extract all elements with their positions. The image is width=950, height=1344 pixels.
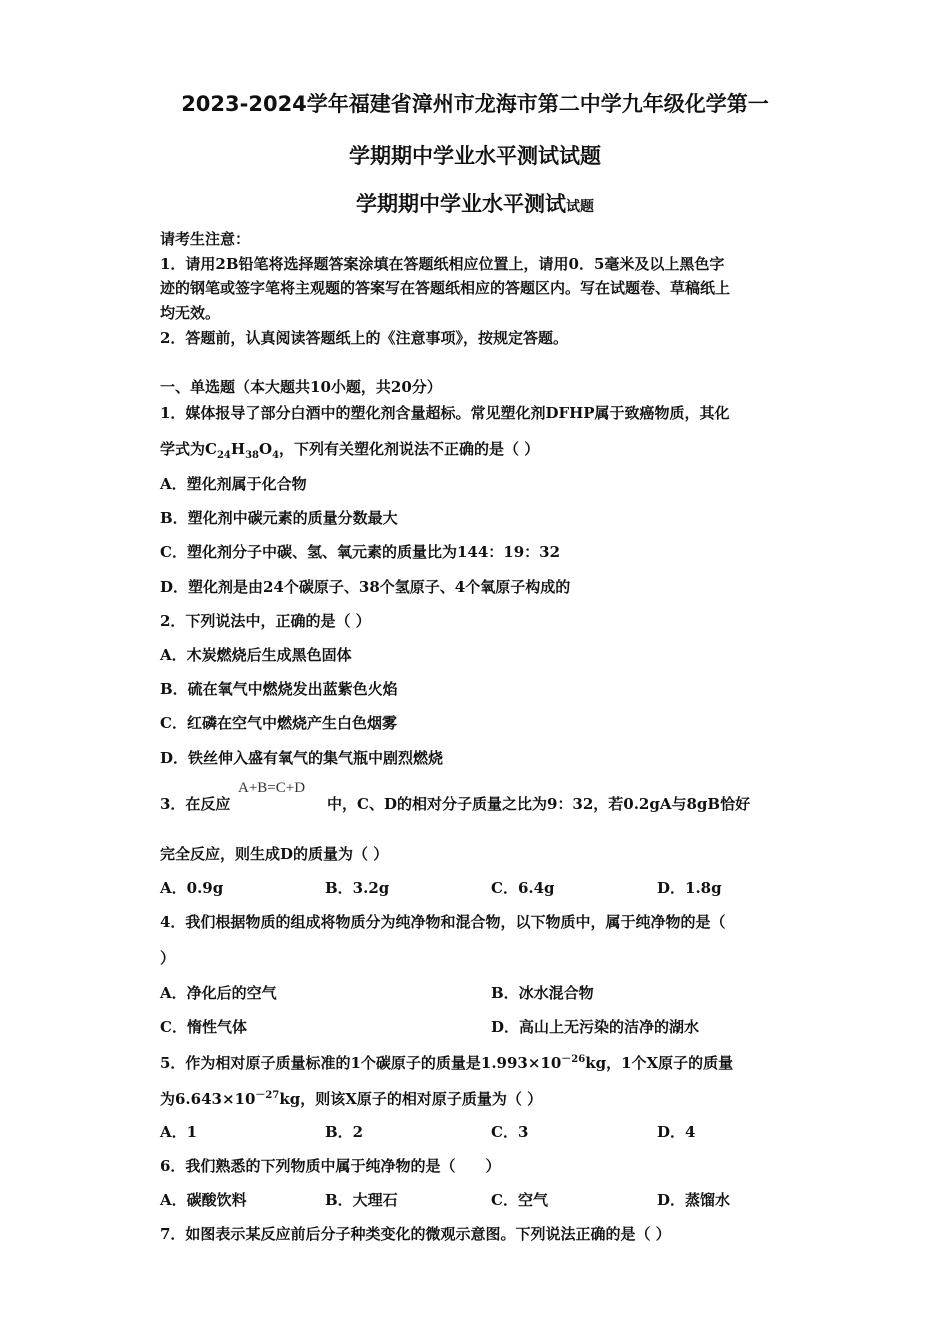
q1-h: H xyxy=(230,440,246,458)
q3-option-d: D．1.8g xyxy=(657,879,722,897)
q1-stem-b-pre: 学式为C xyxy=(160,440,217,458)
q2-option-a: A．木炭燃烧后生成黑色固体 xyxy=(160,646,352,664)
q5-stem-a xyxy=(160,1050,733,1073)
q5-option-a: A．1 xyxy=(160,1123,198,1141)
q3-stem-post: 中，C、D的相对分子质量之比为9：32，若0.2gA与8gB恰好 xyxy=(327,795,751,813)
q1-option-b: B．塑化剂中碳元素的质量分数最大 xyxy=(160,509,398,527)
q1-sub-h: 38 xyxy=(245,450,259,461)
q1-stem-a: 1．媒体报导了部分白酒中的塑化剂含量超标。常见塑化剂DFHP属于致癌物质，其化 xyxy=(160,404,730,422)
q6-stem: 6．我们熟悉的下列物质中属于纯净物的是（ ） xyxy=(160,1157,501,1175)
q6-option-a: A．碳酸饮料 xyxy=(160,1191,247,1209)
q1-option-a: A．塑化剂属于化合物 xyxy=(160,475,307,493)
q3-reaction-formula: A+B=C+D xyxy=(238,780,306,796)
q5-stem-a-post: kg，1个X原子的质量 xyxy=(585,1054,734,1072)
notice-item2: 2．答题前，认真阅读答题纸上的《注意事项》，按规定答题。 xyxy=(160,329,568,347)
q5-stem-b-pre: 为6.643×10 xyxy=(160,1090,256,1108)
q5-stem-b-post: kg，则该X原子的相对原子质量为（ ） xyxy=(279,1090,543,1108)
notice-item1-b: 迹的钢笔或签字笔将主观题的答案写在答题纸相应的答题区内。写在试题卷、草稿纸上 xyxy=(160,279,731,297)
q4-stem-b: ） xyxy=(160,949,176,967)
page-title-line1: 2023-2024学年福建省漳州市龙海市第二中学九年级化学第一 xyxy=(181,92,769,116)
q2-stem: 2．下列说法中，正确的是（ ） xyxy=(160,612,371,630)
q5-stem-b xyxy=(160,1086,542,1109)
notice-heading: 请考生注意： xyxy=(160,230,251,248)
q2-option-d: D．铁丝伸入盛有氧气的集气瓶中剧烈燃烧 xyxy=(160,749,444,767)
q2-option-c: C．红磷在空气中燃烧产生白色烟雾 xyxy=(160,714,397,732)
q6-option-d: D．蒸馏水 xyxy=(657,1191,731,1209)
q4-option-d: D．高山上无污染的洁净的湖水 xyxy=(491,1018,700,1036)
q4-option-a: A．净化后的空气 xyxy=(160,984,277,1002)
q5-option-d: D．4 xyxy=(657,1123,696,1141)
q5-stem-a-pre: 5．作为相对原子质量标准的1个碳原子的质量是1.993×10 xyxy=(160,1054,562,1072)
q5-exp2: －27 xyxy=(255,1090,280,1101)
q7-stem: 7．如图表示某反应前后分子种类变化的微观示意图。下列说法正确的是（ ） xyxy=(160,1225,671,1243)
q5-option-c: C．3 xyxy=(491,1123,529,1141)
q1-o: O xyxy=(258,440,273,458)
notice-item1-c: 均无效。 xyxy=(160,304,221,322)
q2-option-b: B．硫在氧气中燃烧发出蓝紫色火焰 xyxy=(160,680,398,698)
q3-stem-b: 完全反应，则生成D的质量为（ ） xyxy=(160,845,389,863)
notice-item1-a: 1．请用2B铅笔将选择题答案涂填在答题纸相应位置上，请用0．5毫米及以上黑色字 xyxy=(160,255,725,273)
title-line3-main: 学期期中学业水平测试 xyxy=(356,192,566,216)
q1-option-d: D．塑化剂是由24个碳原子、38个氢原子、4个氧原子构成的 xyxy=(160,578,571,596)
q3-option-b: B．3.2g xyxy=(325,879,390,897)
page-title-line2: 学期期中学业水平测试试题 xyxy=(349,144,601,168)
q5-exp1: －26 xyxy=(561,1054,586,1065)
q1-sub-o: 4 xyxy=(272,450,280,461)
q6-option-c: C．空气 xyxy=(491,1191,548,1209)
q1-sub-c: 24 xyxy=(216,450,231,461)
q3-option-c: C．6.4g xyxy=(491,879,555,897)
q4-option-c: C．惰性气体 xyxy=(160,1018,247,1036)
q4-stem-a: 4．我们根据物质的组成将物质分为纯净物和混合物，以下物质中，属于纯净物的是（ xyxy=(160,913,726,931)
q6-option-b: B．大理石 xyxy=(325,1191,398,1209)
q4-option-b: B．冰水混合物 xyxy=(491,984,594,1002)
q1-option-c: C．塑化剂分子中碳、氢、氧元素的质量比为144：19：32 xyxy=(160,543,560,561)
q5-option-b: B．2 xyxy=(325,1123,364,1141)
title-line3-small: 试题 xyxy=(566,199,594,215)
q1-stem-b xyxy=(160,438,539,461)
q3-option-a: A．0.9g xyxy=(160,879,224,897)
q3-stem-pre: 3．在反应 xyxy=(160,795,231,813)
q1-stem-b-post: ，下列有关塑化剂说法不正确的是（ ） xyxy=(279,440,540,458)
page-title-line3 xyxy=(0,188,950,218)
section-heading: 一、单选题（本大题共10小题，共20分） xyxy=(160,378,442,396)
